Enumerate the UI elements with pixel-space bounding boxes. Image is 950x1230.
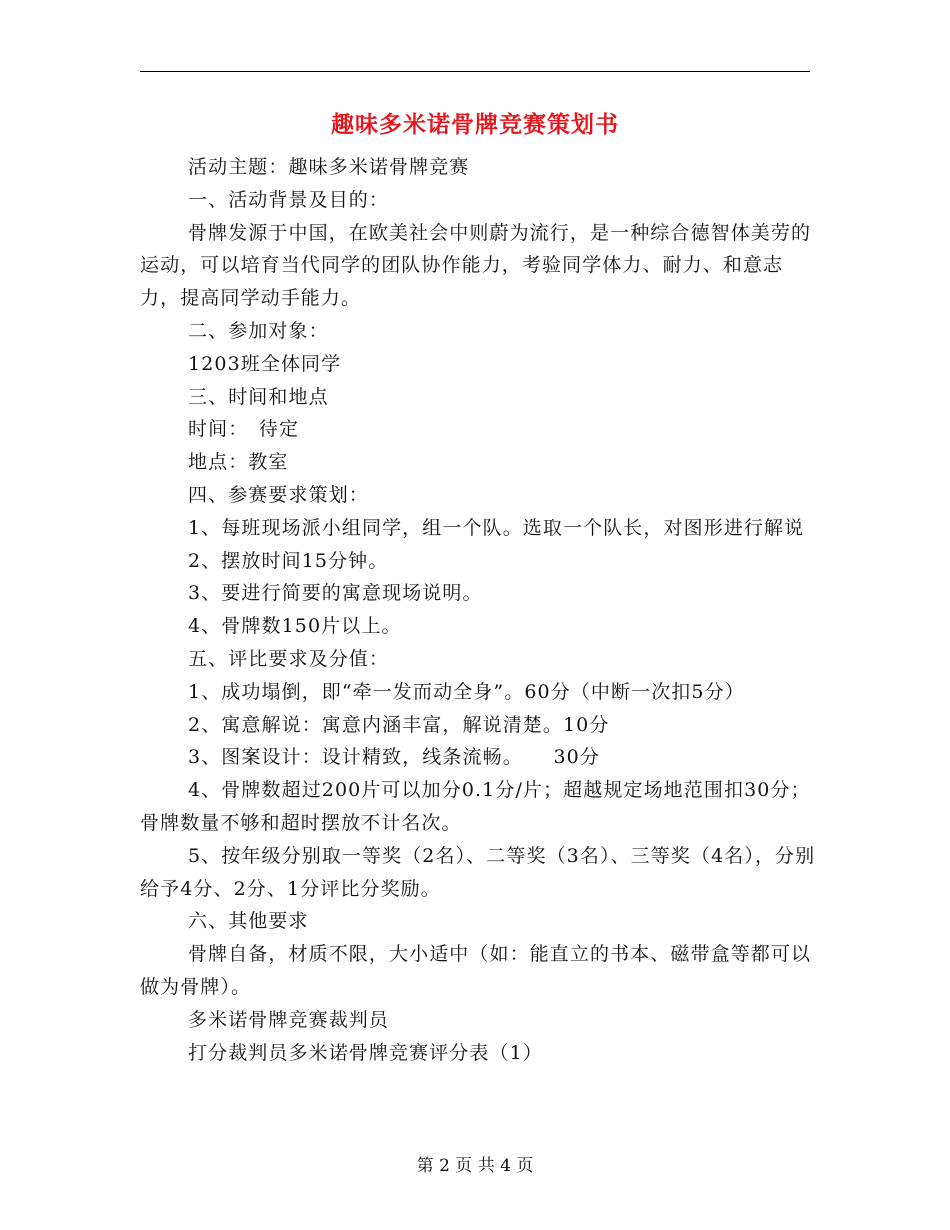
paragraph-background: 骨牌发源于中国，在欧美社会中则蔚为流行，是一种综合德智体美劳的运动，可以培育当代同学的团队协作能力，考验同学体力、耐力、和意志力，提高同学动手能力。 — [140, 221, 812, 310]
section-heading-time-place: 三、时间和地点 — [188, 385, 329, 408]
body-line-score-table: 打分裁判员多米诺骨牌竞赛评分表（1） — [188, 1041, 543, 1064]
list-item-scoring: 4、骨牌数超过200片可以加分0.1分/片；超越规定场地范围扣30分；骨牌数量不够和超时摆放不计名次。 — [140, 779, 811, 834]
header-rule — [140, 71, 810, 72]
section-heading-other: 六、其他要求 — [188, 910, 309, 933]
section-heading-scoring: 五、评比要求及分值： — [188, 647, 390, 670]
section-heading-participants: 二、参加对象： — [188, 319, 329, 342]
page-number: 第 2 页 共 4 页 — [416, 1156, 534, 1176]
list-item-requirement: 1、每班现场派小组同学，组一个队。选取一个队长，对图形进行解说 — [188, 516, 805, 539]
document-title: 趣味多米诺骨牌竞赛策划书 — [331, 111, 619, 138]
page-footer — [0, 1154, 950, 1178]
body-line-participants: 1203班全体同学 — [188, 352, 342, 375]
body-line-place: 地点：教室 — [188, 451, 289, 474]
list-item-requirement: 3、要进行简要的寓意现场说明。 — [188, 582, 483, 605]
list-item-requirement: 2、摆放时间15分钟。 — [188, 549, 389, 572]
list-item-scoring: 5、按年级分别取一等奖（2名）、二等奖（3名）、三等奖（4名），分别给予4分、2分、1分评比分奖励。 — [140, 844, 816, 900]
list-item-scoring: 1、成功塌倒，即“牵一发而动全身”。60分（中断一次扣5分） — [188, 680, 745, 703]
body-line-theme: 活动主题：趣味多米诺骨牌竞赛 — [188, 156, 470, 178]
section-heading-background: 一、活动背景及目的： — [188, 188, 390, 211]
section-heading-requirements: 四、参赛要求策划： — [188, 483, 369, 506]
list-item-scoring: 3、图案设计：设计精致，线条流畅。 30分 — [188, 746, 600, 769]
document-body — [140, 151, 820, 1069]
paragraph-other: 骨牌自备，材质不限，大小适中（如：能直立的书本、磁带盒等都可以做为骨牌）。 — [140, 943, 812, 998]
body-line-time: 时间： 待定 — [188, 418, 300, 441]
body-line-referee: 多米诺骨牌竞赛裁判员 — [188, 1008, 390, 1031]
list-item-requirement: 4、骨牌数150片以上。 — [188, 615, 402, 638]
list-item-scoring: 2、寓意解说：寓意内涵丰富，解说清楚。10分 — [188, 713, 610, 736]
